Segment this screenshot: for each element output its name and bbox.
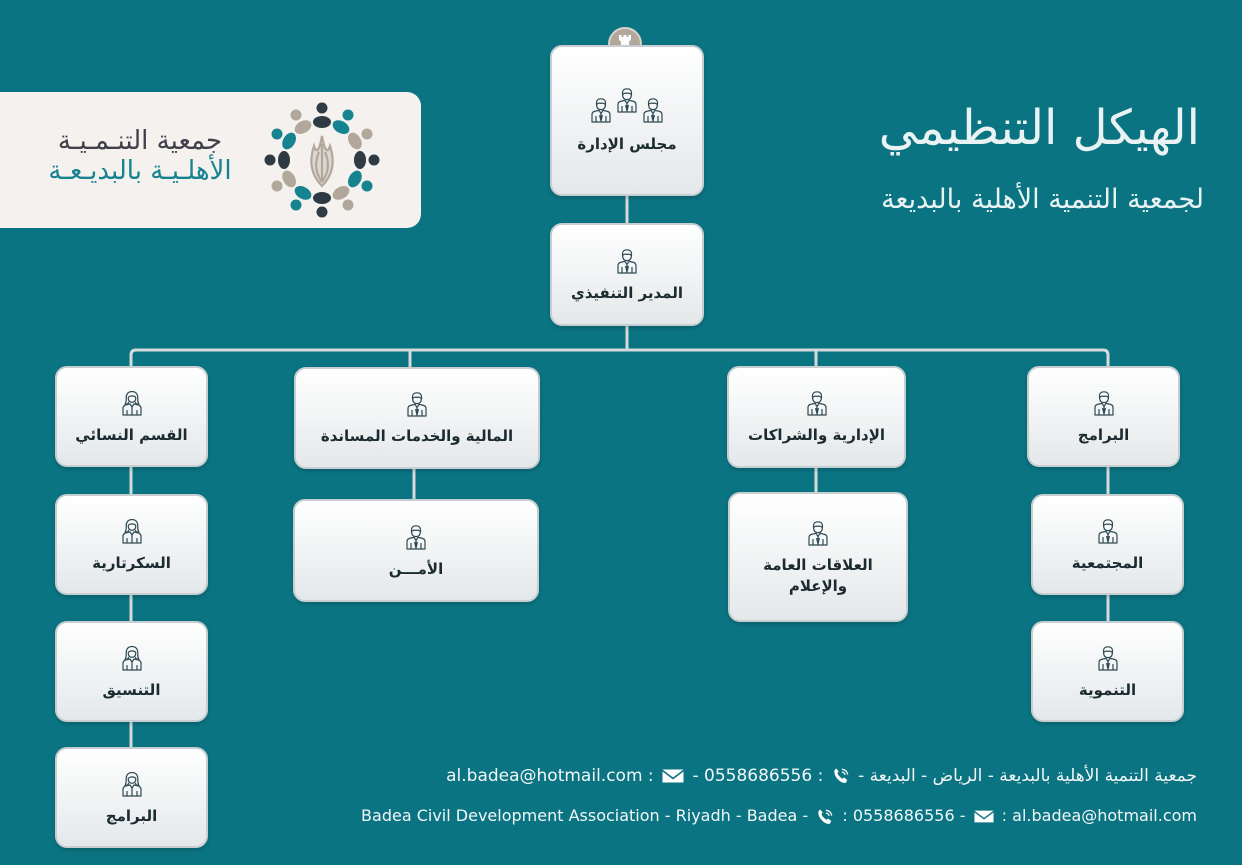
- logo-wordmark: [34, 126, 246, 186]
- footer-ar-org: جمعية التنمية الأهلية بالبديعة - الرياض - البديعة -: [858, 766, 1197, 786]
- person-icon: [404, 522, 428, 552]
- node-label: السكرتارية: [92, 553, 171, 572]
- node-coordination[interactable]: [55, 621, 208, 722]
- footer-arabic: [446, 766, 1197, 786]
- node-women-programs[interactable]: [55, 747, 208, 848]
- logo-figure-body: [313, 116, 331, 128]
- logo-figure-head: [317, 103, 328, 114]
- logo-figure-head: [369, 155, 380, 166]
- footer-en-email[interactable]: : al.badea@hotmail.com: [1001, 806, 1197, 825]
- logo-figure-body: [313, 192, 331, 204]
- logo-figure-head: [362, 181, 373, 192]
- logo-figure-head: [343, 200, 354, 211]
- logo-figure-head: [272, 181, 283, 192]
- woman-icon: [120, 388, 144, 418]
- person-icon: [806, 518, 830, 548]
- node-label: الإدارية والشراكات: [748, 426, 885, 444]
- logo-figure-head: [265, 155, 276, 166]
- logo-figure-head: [362, 129, 373, 140]
- footer-ar-phone: : 0558686556 -: [692, 766, 824, 786]
- logo-figure-head: [272, 129, 283, 140]
- phone-icon: [832, 767, 850, 785]
- logo-line-1: جمعية التنـمـيـة: [57, 126, 223, 156]
- node-finance-support[interactable]: [294, 367, 540, 469]
- node-label: المالية والخدمات المساندة: [320, 427, 514, 445]
- person-icon: [1092, 388, 1116, 418]
- node-label: القسم النسائي: [75, 425, 188, 444]
- logo-figure-head: [291, 110, 302, 121]
- logo-figure-body: [354, 151, 366, 169]
- node-label: الأمـــن: [388, 559, 444, 578]
- email-icon: [974, 810, 994, 823]
- node-label: البرامج: [105, 806, 158, 825]
- connector-bus: [131, 350, 1108, 366]
- footer-english: [361, 806, 1197, 826]
- phone-icon: [816, 808, 834, 826]
- footer-ar-email[interactable]: : al.badea@hotmail.com: [446, 766, 654, 786]
- node-board[interactable]: [550, 45, 704, 196]
- person-icon: [1096, 516, 1120, 546]
- node-label: مجلس الإدارة: [577, 134, 677, 153]
- email-icon: [662, 769, 684, 783]
- node-security[interactable]: [293, 499, 539, 602]
- node-secretariat[interactable]: [55, 494, 208, 595]
- node-women-section[interactable]: [55, 366, 208, 467]
- logo-figure-head: [343, 110, 354, 121]
- person-icon: [1096, 643, 1120, 673]
- person-icon: [405, 389, 429, 419]
- node-label: المدير التنفيذي: [570, 283, 684, 302]
- logo-figure-head: [317, 207, 328, 218]
- group-icon: [589, 87, 665, 127]
- node-community[interactable]: [1031, 494, 1184, 595]
- node-label: المجتمعية: [1071, 553, 1144, 572]
- node-development[interactable]: [1031, 621, 1184, 722]
- logo-line-2: الأهلـيـة بالبديـعـة: [48, 156, 232, 186]
- footer-en-org: Badea Civil Development Association - Riyadh - Badea -: [361, 806, 809, 825]
- logo-flame-icon: [311, 136, 332, 186]
- page-subtitle: لجمعية التنمية الأهلية بالبديعة: [881, 184, 1204, 215]
- person-icon: [805, 388, 829, 418]
- person-icon: [615, 246, 639, 276]
- woman-icon: [120, 769, 144, 799]
- node-pr-media[interactable]: [728, 492, 908, 622]
- node-executive-director[interactable]: [550, 223, 704, 326]
- node-label: التنموية: [1078, 680, 1137, 699]
- footer-en-phone: : 0558686556 -: [842, 806, 966, 825]
- node-admin-partnerships[interactable]: [727, 366, 906, 468]
- node-label: العلاقات العامة والإعلام: [763, 555, 873, 595]
- page-title: الهيكل التنظيمي: [878, 100, 1200, 156]
- node-label: البرامج: [1077, 425, 1130, 444]
- logo-figure-head: [291, 200, 302, 211]
- logo-figure-body: [278, 151, 290, 169]
- association-logo-icon: [258, 98, 386, 222]
- woman-icon: [120, 516, 144, 546]
- woman-icon: [120, 643, 144, 673]
- node-programs[interactable]: [1027, 366, 1180, 467]
- node-label: التنسيق: [102, 680, 161, 699]
